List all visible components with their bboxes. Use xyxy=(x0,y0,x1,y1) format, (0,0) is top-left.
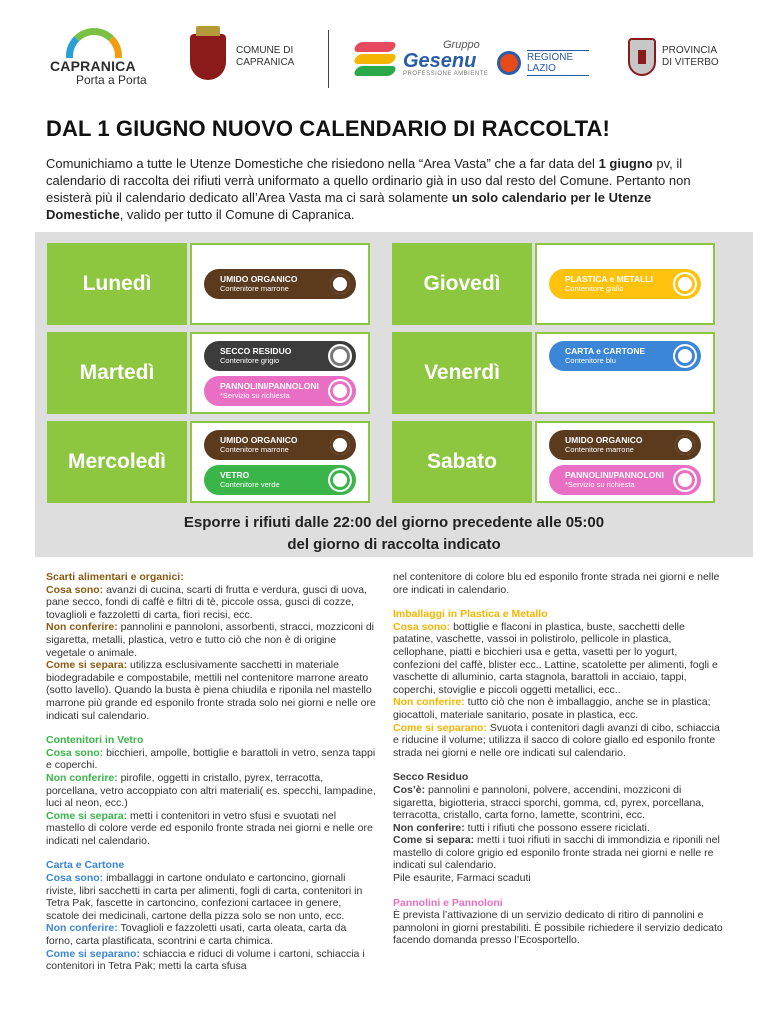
lazio-emblem-icon xyxy=(497,51,521,75)
section-umido: Scarti alimentari e organici: Cosa sono: avanzi di cucina, scarti di frutta e verdura, gusci di uova, pane secco, fondi di caffè e filtri di tè, piccole ossa, gusci di cozze, tovaglioli e fazzoletti di carta, fiori recisi, ecc. Non conferire: pannolini e pannoloni, assorbenti, stracci, mozziconi di sigaretta, metalli, plastica, vetro e tutto ciò che non è di origine vegetale o animale. Come si separa: utilizza esclusivamente sacchetti in materiale biodegradabile e compostabile, mettili nel contenitore marrone areato (sotto lavello). Quando la busta è piena chiudila e riponila nel mastello marrone più grande ed esponilo fronte strada solo nei giorni e nelle ore indicati sul calendario. xyxy=(46,571,376,722)
slot-lunedi xyxy=(190,243,370,325)
exposure-notice: Esporre i rifiuti dalle 22:00 del giorno precedente alle 05:00 del giorno di raccolta indicato xyxy=(183,514,605,553)
day-giovedi: Giovedì xyxy=(392,243,532,325)
section-heading: Scarti alimentari e organici: xyxy=(46,571,184,583)
gesenu-swoosh-icon xyxy=(355,38,397,78)
header-logos xyxy=(50,22,720,92)
section-heading: Pannolini e Pannoloni xyxy=(393,896,503,909)
section-heading: Imballaggi in Plastica e Metallo xyxy=(393,608,548,621)
comune-line1: COMUNE DI xyxy=(236,45,294,56)
comune-logo xyxy=(190,34,294,80)
viterbo-line2: DI VITERBO xyxy=(662,57,719,68)
info-column-right xyxy=(393,571,723,959)
section-heading: Carta e Cartone xyxy=(46,859,125,872)
regione-lazio-logo xyxy=(497,50,589,76)
gesenu-tagline: PROFESSIONE AMBIENTE xyxy=(403,71,489,77)
slot-giovedi xyxy=(535,243,715,325)
comune-line2: CAPRANICA xyxy=(236,57,295,68)
pill-secco-residuo: SECCO RESIDUO Contenitore grigio xyxy=(204,341,356,371)
intro-paragraph: Comunichiamo a tutte le Utenze Domestiche che risiedono nella “Area Vasta” che a far data del 1 giugno pv, il calendario di raccolta dei rifiuti verrà uniformato a quello ordinario già in uso dal resto del Comune. Pertanto non esisterà più il calendario dedicato all’Area Vasta ma ci sarà solamente un solo calendario per le Utenze Domestiche, valido per tutto il Comune di Capranica. xyxy=(46,156,691,222)
pill-pannolini: PANNOLINI/PANNOLONI *Servizio su richiesta xyxy=(549,465,701,495)
section-vetro: Contenitori in Vetro Cosa sono: bicchieri, ampolle, bottiglie e barattoli in vetro, senza tappi e coperchi. Non conferire: pirofile, oggetti in cristallo, pyrex, terracotta, porcellana, vetro accoppiato con altri materiali( es. specchi, lampadine, luci al neon, ecc.) Come si separa: metti i contenitori in vetro sfusi e svuotati nel mastello di colore verde ed esponilo fronte strada nei giorni e nelle ore indicati nel calendario. xyxy=(46,734,376,847)
paper-icon xyxy=(673,344,697,368)
capranica-porta-a-porta-logo xyxy=(50,28,180,86)
day-martedi: Martedì xyxy=(47,332,187,414)
section-carta: Carta e Cartone Cosa sono: imballaggi in cartone ondulato e cartoncino, giornali riviste, libri sacchetti in carta per alimenti, fogli di carta, contenitori in Tetra Pak, fascette in cartoncino, confezioni cartacee in genere, scatole dei medicinali, cartone della pizza solo se non unto, ecc. Non conferire: Tovaglioli e fazzoletti usati, carta oleata, carta da forno, carta plastificata, scontrini e carta chimica. Come si separano: schiaccia e riduci di volume i cartoni, schiaccia i contenitori in Tetra Pak; metti la carta sfusa xyxy=(46,859,376,972)
gesenu-name: Gesenu xyxy=(403,50,477,72)
viterbo-line1: PROVINCIA xyxy=(662,45,718,56)
pill-vetro: VETRO Contenitore verde xyxy=(204,465,356,495)
pill-umido-organico: UMIDO ORGANICO Contenitore marrone xyxy=(204,269,356,299)
lazio-line1: REGIONE xyxy=(527,52,574,63)
section-heading: Secco Residuo xyxy=(393,771,469,784)
section-heading: Contenitori in Vetro xyxy=(46,734,144,747)
organic-waste-icon xyxy=(328,433,352,457)
pill-pannolini: PANNOLINI/PANNOLONI *Servizio su richiesta xyxy=(204,376,356,406)
pill-plastica-metalli: PLASTICA e METALLI Contenitore giallo xyxy=(549,269,701,299)
slot-sabato xyxy=(535,421,715,503)
slot-martedi xyxy=(190,332,370,414)
organic-waste-icon xyxy=(328,272,352,296)
pill-umido-organico: UMIDO ORGANICO Contenitore marrone xyxy=(549,430,701,460)
day-sabato: Sabato xyxy=(392,421,532,503)
slot-venerdi xyxy=(535,332,715,414)
diaper-icon xyxy=(673,468,697,492)
glass-bottle-icon xyxy=(328,468,352,492)
logo-title: CAPRANICA xyxy=(50,58,136,74)
page-title: DAL 1 GIUGNO NUOVO CALENDARIO DI RACCOLTA! xyxy=(46,116,610,141)
provincia-viterbo-logo xyxy=(628,38,719,76)
lazio-line2: LAZIO xyxy=(527,63,556,74)
arch-icon xyxy=(66,28,122,58)
diaper-icon xyxy=(328,379,352,403)
section-pannolini: Pannolini e Pannoloni È prevista l’attivazione di un servizio dedicato di ritiro di pannolini e pannoloni in giorni prestabiliti. È possibile richiedere il servizio dedicato facendo domanda presso l’Ecosportello. xyxy=(393,896,723,947)
info-column-left xyxy=(46,571,376,985)
organic-waste-icon xyxy=(673,433,697,457)
collection-calendar xyxy=(35,232,753,557)
section-secco: Secco Residuo Cos’è: pannolini e pannoloni, polvere, accendini, mozziconi di sigaretta, bigiotteria, stracci sporchi, gomma, cd, pyrex, porcellana, terracotta, cristallo, carta forno, lamette, scontrini, ecc. Non conferire: tutti i rifiuti che possono essere riciclati. Come si separa: metti i tuoi rifiuti in sacchi di immondizia e riponili nel mastello di colore grigio ed esponilo fronte strada nei giorni e nelle re indicati sul calendario. Pile esaurite, Farmaci scaduti xyxy=(393,771,723,884)
day-lunedi: Lunedì xyxy=(47,243,187,325)
crest-icon xyxy=(190,34,226,80)
gesenu-logo xyxy=(355,38,488,78)
viterbo-crest-icon xyxy=(628,38,656,76)
day-mercoledi: Mercoledì xyxy=(47,421,187,503)
pill-umido-organico: UMIDO ORGANICO Contenitore marrone xyxy=(204,430,356,460)
logo-subtitle: Porta a Porta xyxy=(76,73,147,87)
pill-carta-cartone: CARTA e CARTONE Contenitore blu xyxy=(549,341,701,371)
section-carta-continued: nel contenitore di colore blu ed esponilo fronte strada nei giorni e nelle ore indicati in calendario. xyxy=(393,571,720,596)
day-venerdi: Venerdì xyxy=(392,332,532,414)
trash-bag-icon xyxy=(328,344,352,368)
section-plastica: Imballaggi in Plastica e Metallo Cosa sono: bottiglie e flaconi in plastica, buste, sacchetti delle patatine, vaschette, vassoi in polistirolo, pellicole in plastica, cellophane, piatti e bicchieri usa e getta, vasetti per lo yogurt, confezioni del caffè, blister ecc.. Lattine, scatolette per alimenti, fogli e vaschette di alluminio, carta stagnola, barattoli in acciaio, tappi, coperchi, stoviglie e piccoli oggetti metallici, ecc.. Non conferire: tutto ciò che non è imballaggio, anche se in plastica; giocattoli, materiale sanitario, posate in plastica, ecc. Come si separano: Svuota i contenitori dagli avanzi di cibo, schiaccia e riducine il volume; utilizza il sacco di colore giallo ed esponilo fronte strada nei giorni e nelle ore indicati sul calendario. xyxy=(393,608,723,759)
slot-mercoledi xyxy=(190,421,370,503)
header-divider xyxy=(328,30,329,88)
plastic-can-icon xyxy=(673,272,697,296)
gesenu-gruppo: Gruppo xyxy=(443,39,480,51)
